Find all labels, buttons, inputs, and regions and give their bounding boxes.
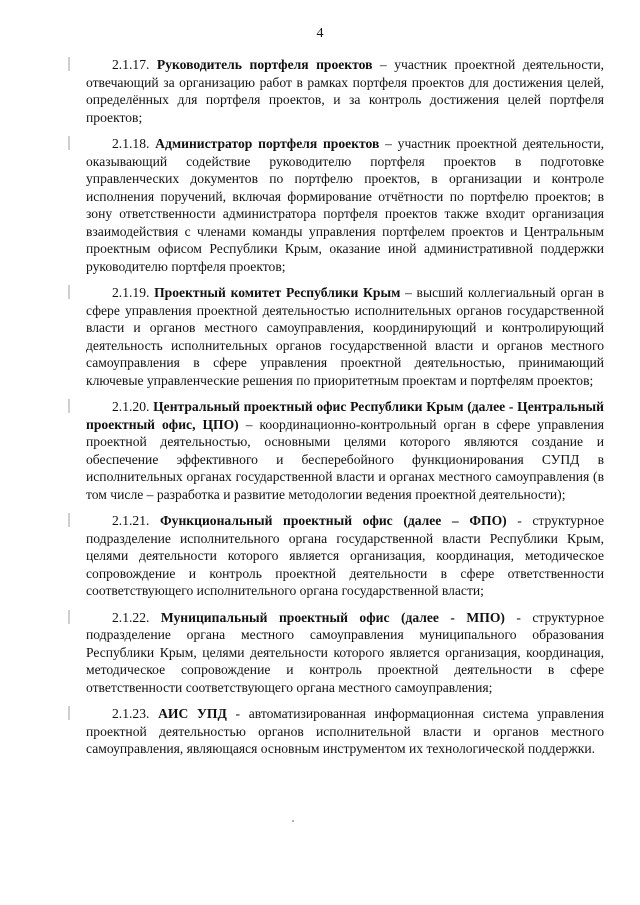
clause-number: 2.1.23. bbox=[112, 706, 150, 721]
margin-mark bbox=[68, 57, 70, 71]
definition-text: - структурное подразделение исполнительного органа государственной власти Республики Крым, целями деятельности которого является организация, координация, методическое сопровождение и контроль проектной деятельности в сфере ответственности соответствующего исполнительного органа государственной власти; bbox=[86, 513, 605, 598]
clause-number: 2.1.22. bbox=[112, 609, 150, 625]
margin-mark bbox=[68, 399, 70, 413]
defined-term: АИС УПД bbox=[158, 706, 227, 721]
margin-mark bbox=[68, 706, 70, 720]
defined-term: Муниципальный проектный офис (далее - МПО) bbox=[160, 609, 505, 625]
margin-mark bbox=[68, 610, 70, 624]
definition-2-1-22 bbox=[86, 609, 604, 697]
definition-2-1-19 bbox=[86, 284, 604, 389]
clause-number: 2.1.21. bbox=[112, 513, 150, 528]
clause-number: 2.1.17. bbox=[112, 57, 150, 72]
clause-number: 2.1.18. bbox=[112, 136, 150, 151]
clause-number: 2.1.19. bbox=[112, 285, 150, 300]
definition-text: - автоматизированная информационная система управления проектной деятельностью органов исполнительной власти и органов местного самоуправления, являющаяся основным инструментом их технологической поддержки. bbox=[86, 706, 604, 756]
definition-text: – участник проектной деятельности, отвечающий за организацию работ в рамках портфеля проектов для достижения целей, определённых для портфеля проектов, и за контроль достижения целей портфеля проектов; bbox=[86, 57, 604, 125]
scan-speck bbox=[292, 820, 294, 822]
defined-term: Центральный проектный офис Республики Крым (далее - Центральный проектный офис, ЦПО) bbox=[86, 399, 604, 432]
definition-2-1-23 bbox=[86, 705, 604, 758]
definition-text: – координационно-контрольный орган в сфере управления проектной деятельностью, основными целями которого являются создание и обеспечение эффективного и бесперебойного функционирования СУПД в исполнительных органах государственной власти и органах местного самоуправления (в том числе – разработка и развитие методологии ведения проектной деятельности); bbox=[86, 416, 605, 502]
defined-term: Администратор портфеля проектов bbox=[155, 136, 380, 151]
definition-2-1-21 bbox=[86, 512, 604, 600]
defined-term: Проектный комитет Республики Крым bbox=[154, 285, 401, 300]
clause-number: 2.1.20. bbox=[112, 399, 150, 414]
defined-term: Функциональный проектный офис (далее – ФПО) bbox=[160, 513, 507, 528]
definition-text: - структурное подразделение органа местного самоуправления муниципального образования Республики Крым, целями деятельности которого является организация, координация, методическое сопровождение и контроль проектной деятельности в сфере ответственности соответствующего органа местного самоуправления; bbox=[86, 609, 604, 695]
document-body bbox=[86, 56, 604, 767]
definition-2-1-20 bbox=[86, 398, 604, 503]
defined-term: Руководитель портфеля проектов bbox=[156, 57, 373, 72]
page-number: 4 bbox=[316, 26, 324, 41]
definition-text: – высший коллегиальный орган в сфере управления проектной деятельностью исполнительных органов государственной власти и органов местного самоуправления, координирующий и контролирующий деятельность исполнительных органов государственной власти и органов местного самоуправления в сфере управления проектной деятельностью, принимающий ключевые управленческие решения по приоритетным проектам и портфелям проектов; bbox=[86, 285, 604, 388]
definition-2-1-18 bbox=[86, 135, 604, 275]
definition-2-1-17 bbox=[86, 56, 604, 126]
margin-mark bbox=[68, 285, 70, 299]
definition-text: – участник проектной деятельности, оказывающий содействие руководителю портфеля проектов в подготовке управленческих документов по портфелю проектов, в организации и контроле исполнения поручений, включая формирование отчётности по портфелю проектов; в зону ответственности администратора портфеля проектов также входит организация взаимодействия с членами команды управления портфелем проектов и Центральным проектным офисом Республики Крым, оказание иной административной поддержки руководителю портфеля проектов; bbox=[86, 136, 604, 274]
margin-mark bbox=[68, 136, 70, 150]
margin-mark bbox=[68, 513, 70, 527]
